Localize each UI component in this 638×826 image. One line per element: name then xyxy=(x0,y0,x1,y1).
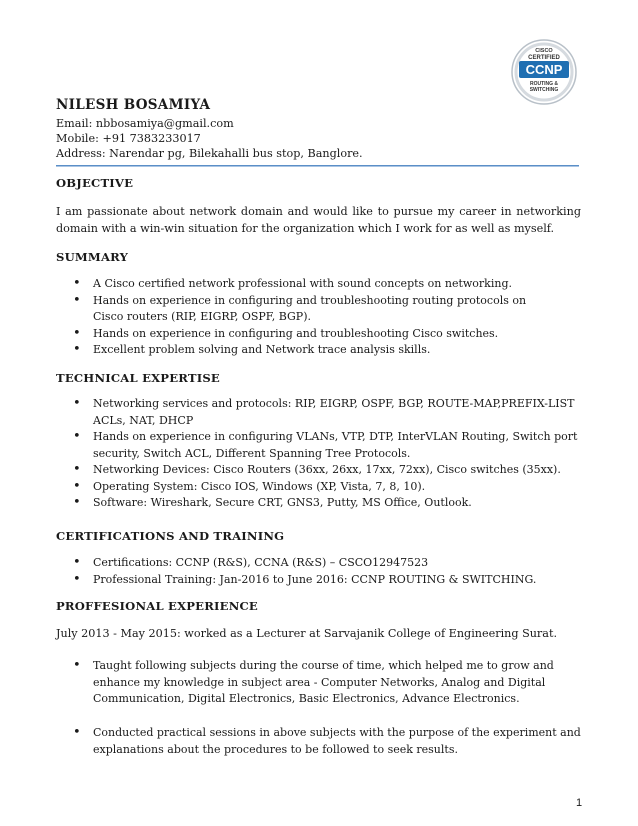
technical-list xyxy=(56,396,576,512)
list-item: • Taught following subjects during the course of time, which helped me to grow and enhance my knowledge in subject area - Computer Networks, Analog and Digital Communication, Digital Electronics, Basic Electronics, Advance Electronics. xyxy=(56,658,573,708)
list-item: • Conducted practical sessions in above subjects with the purpose of the experiment and explanations about the procedures to be followed to seek results. xyxy=(56,725,593,758)
certifications-heading: CERTIFICATIONS AND TRAINING xyxy=(56,529,285,543)
list-item: • Hands on experience in configuring VLANs, VTP, DTP, InterVLAN Routing, Switch port security, Switch ACL, Different Spanning Tree Protocols. xyxy=(56,429,583,462)
badge-line4: ROUTING & xyxy=(529,81,559,87)
badge-line2: CERTIFIED xyxy=(528,55,560,61)
objective-text: I am passionate about network domain and would like to pursue my career in networking domain with a win-win situation for the organization which I work for as well as myself. xyxy=(56,205,581,235)
badge-line1: CISCO xyxy=(535,48,553,54)
mobile-line: Mobile: +91 7383233017 xyxy=(56,132,201,145)
certifications-list xyxy=(56,555,576,588)
list-item: • Excellent problem solving and Network trace analysis skills. xyxy=(56,342,576,359)
email-line: Email: nbbosamiya@gmail.com xyxy=(56,117,234,130)
experience-list-1 xyxy=(56,658,576,708)
experience-intro: July 2013 - May 2015: worked as a Lecturer at Sarvajanik College of Engineering Surat. xyxy=(56,627,558,640)
list-item: • Hands on experience in configuring and troubleshooting Cisco switches. xyxy=(56,326,576,343)
experience-list-2 xyxy=(56,725,581,758)
ccnp-certified-badge-icon xyxy=(500,38,588,106)
list-item: • Networking services and protocols: RIP, EIGRP, OSPF, BGP, ROUTE-MAP,PREFIX-LIST ACLs, NAT, DHCP xyxy=(56,396,583,429)
list-item: • Software: Wireshark, Secure CRT, GNS3, Putty, MS Office, Outlook. xyxy=(56,495,576,512)
list-item: • Hands on experience in configuring and troubleshooting routing protocols on Cisco routers (RIP, EIGRP, OSPF, BGP). xyxy=(56,293,553,326)
list-item: • Certifications: CCNP (R&S), CCNA (R&S) – CSCO12947523 xyxy=(56,555,576,572)
page-number: 1 xyxy=(576,797,583,809)
badge-line3: CCNP xyxy=(525,62,563,77)
summary-heading: SUMMARY xyxy=(56,250,129,264)
list-item: • Networking Devices: Cisco Routers (36xx, 26xx, 17xx, 72xx), Cisco switches (35xx). xyxy=(56,462,576,479)
contact-block xyxy=(56,116,363,161)
badge-line5: SWITCHING xyxy=(529,87,559,93)
list-item: • Operating System: Cisco IOS, Windows (XP, Vista, 7, 8, 10). xyxy=(56,479,576,496)
candidate-name: NILESH BOSAMIYA xyxy=(56,97,211,113)
objective-heading: OBJECTIVE xyxy=(56,176,134,190)
experience-heading: PROFFESIONAL EXPERIENCE xyxy=(56,599,258,613)
address-line: Address: Narendar pg, Bilekahalli bus stop, Banglore. xyxy=(56,147,363,160)
summary-list xyxy=(56,276,576,359)
header-divider xyxy=(56,165,579,167)
list-item: • Professional Training: Jan-2016 to June 2016: CCNP ROUTING & SWITCHING. xyxy=(56,572,576,589)
technical-heading: TECHNICAL EXPERTISE xyxy=(56,371,220,385)
list-item: • A Cisco certified network professional with sound concepts on networking. xyxy=(56,276,576,293)
